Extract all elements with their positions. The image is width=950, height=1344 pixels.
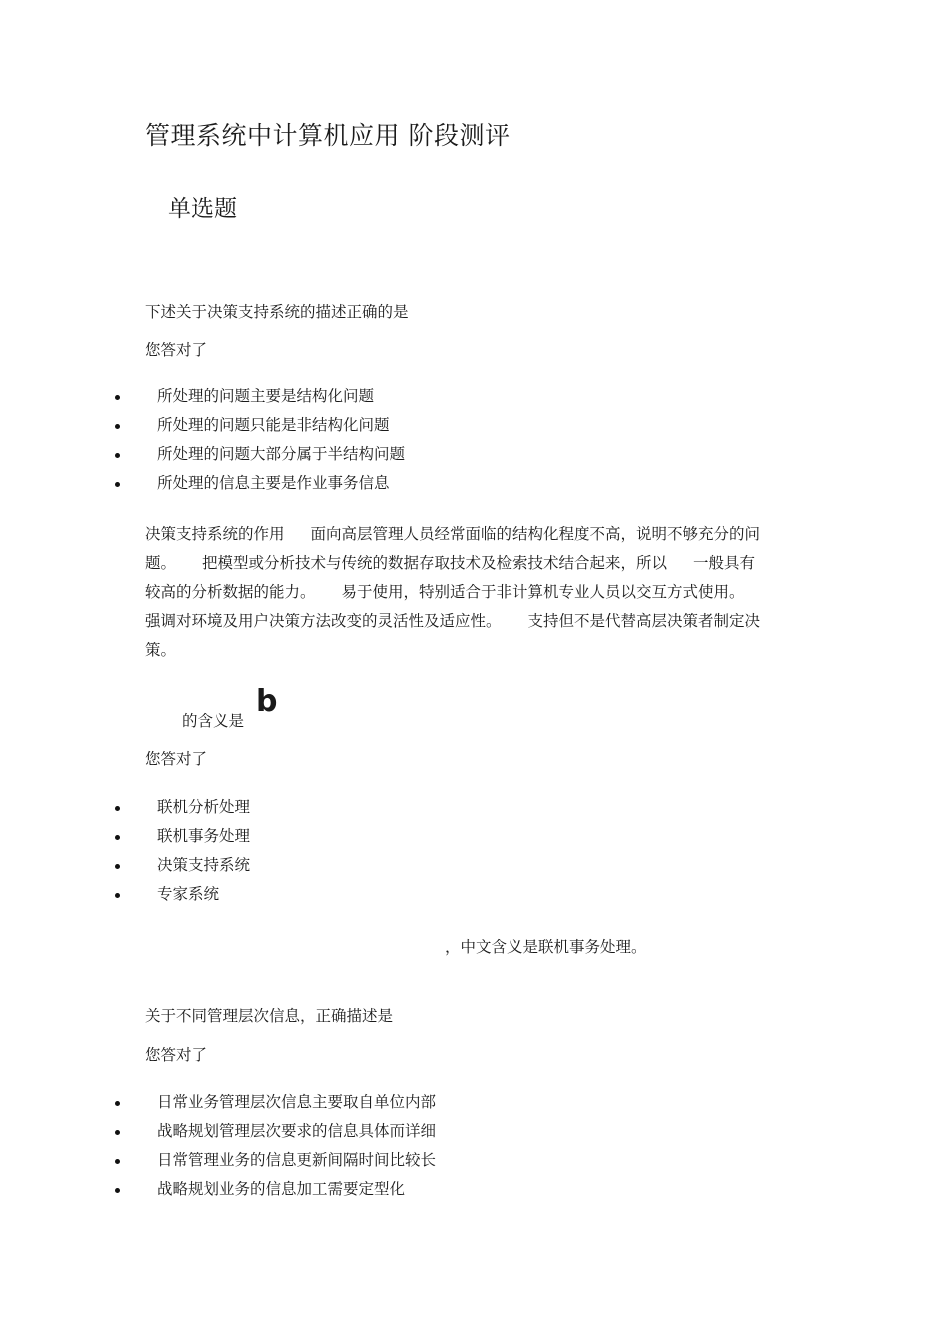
- explanation-segment: 策。: [145, 641, 177, 659]
- explanation-segment: 题。: [145, 554, 177, 572]
- explanation-segment: 面向高层管理人员经常面临的结构化程度不高，说明不够充分的问: [310, 525, 761, 543]
- explanation-segment: 强调对环境及用户决策方法改变的灵活性及适应性。: [145, 612, 502, 630]
- option-label: 专家系统: [157, 885, 220, 903]
- explanation-segment: 决策支持系统的作用: [145, 525, 285, 543]
- option-label: 所处理的问题只能是非结构化问题: [157, 416, 390, 434]
- bullet-icon: [115, 835, 120, 840]
- explanation-segment: 较高的分析数据的能力。: [145, 583, 316, 601]
- option-label: 所处理的问题大部分属于半结构问题: [157, 445, 406, 463]
- explanation-line: [145, 578, 810, 607]
- option-label: 联机事务处理: [157, 827, 251, 845]
- bullet-icon: [115, 893, 120, 898]
- option-label: 战略规划业务的信息加工需要定型化: [157, 1180, 406, 1198]
- section-heading: 单选题: [168, 196, 237, 222]
- bullet-icon: [115, 424, 120, 429]
- explanation-line: [145, 607, 810, 636]
- option-label: 联机分析处理: [157, 798, 251, 816]
- bullet-icon: [115, 482, 120, 487]
- explanation-segment: 一般具有: [693, 554, 756, 572]
- explanation-segment: 易于使用，特别适合于非计算机专业人员以交互方式使用。: [341, 583, 745, 601]
- question-2-status: 您答对了: [145, 750, 208, 768]
- option-label: 所处理的问题主要是结构化问题: [157, 387, 375, 405]
- question-1-status: 您答对了: [145, 341, 208, 359]
- explanation-line: [145, 549, 810, 578]
- bullet-icon: [115, 1130, 120, 1135]
- explanation-segment: 把模型或分析技术与传统的数据存取技术及检索技术结合起来，所以: [202, 554, 668, 572]
- question-2-explanation: ，中文含义是联机事务处理。: [445, 938, 647, 956]
- question-2-prompt: 的含义是: [182, 712, 245, 730]
- bullet-icon: [115, 806, 120, 811]
- option-label: 日常业务管理层次信息主要取自单位内部: [157, 1093, 437, 1111]
- option-label: 所处理的信息主要是作业事务信息: [157, 474, 390, 492]
- bullet-icon: [115, 453, 120, 458]
- bullet-icon: [115, 1188, 120, 1193]
- bullet-icon: [115, 1159, 120, 1164]
- bullet-icon: [115, 1101, 120, 1106]
- bullet-icon: [115, 395, 120, 400]
- question-3-prompt: 关于不同管理层次信息，正确描述是: [145, 1007, 394, 1025]
- question-3-status: 您答对了: [145, 1046, 208, 1064]
- question-1-explanation: [145, 520, 810, 665]
- answer-mark: b: [256, 684, 278, 719]
- explanation-line: [145, 520, 810, 549]
- option-label: 日常管理业务的信息更新间隔时间比较长: [157, 1151, 437, 1169]
- question-1-prompt: 下述关于决策支持系统的描述正确的是: [145, 303, 409, 321]
- explanation-line: [145, 636, 810, 665]
- bullet-icon: [115, 864, 120, 869]
- page-title: 管理系统中计算机应用 阶段测评: [145, 121, 511, 150]
- option-label: 决策支持系统: [157, 856, 251, 874]
- option-label: 战略规划管理层次要求的信息具体而详细: [157, 1122, 437, 1140]
- explanation-segment: 支持但不是代替高层决策者制定决: [527, 612, 761, 630]
